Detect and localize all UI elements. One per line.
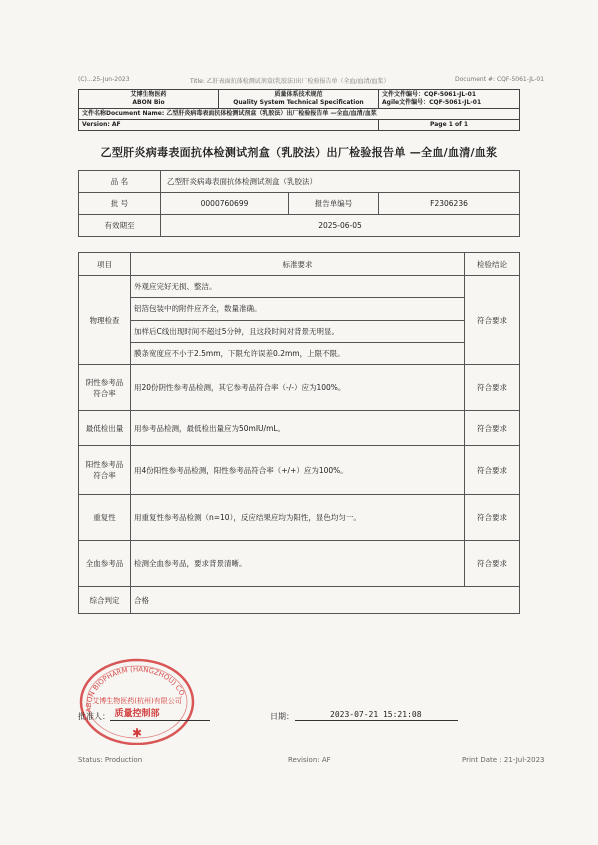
document-header bbox=[78, 89, 520, 131]
conclusion-value: 合格 bbox=[134, 595, 149, 605]
table-row bbox=[79, 365, 519, 411]
stamp-star-icon: ✱ bbox=[131, 726, 143, 740]
stamp-dept: 质量控制部 bbox=[114, 709, 160, 719]
header-item: 项目 bbox=[79, 253, 131, 275]
table-row bbox=[79, 411, 519, 446]
row-item: 阳性参考品符合率 bbox=[79, 446, 131, 494]
company-name-en: ABON Bio bbox=[132, 99, 165, 106]
footer-revision: Revision: AF bbox=[288, 756, 331, 764]
row-result: 符合要求 bbox=[477, 465, 507, 475]
row-result: 符合要求 bbox=[477, 315, 507, 325]
row-item: 全血参考品 bbox=[79, 541, 131, 586]
footer-print-date: Print Date : 21-Jul-2023 bbox=[462, 756, 545, 764]
report-number-label: 报告单编号 bbox=[289, 193, 379, 214]
date-line bbox=[295, 720, 458, 721]
company-seal bbox=[78, 655, 196, 745]
conclusion-row bbox=[79, 587, 519, 613]
table-row bbox=[79, 276, 519, 365]
version: Version: AF bbox=[79, 120, 379, 130]
header-result: 检验结论 bbox=[477, 259, 507, 269]
report-title: 乙型肝炎病毒表面抗体检测试剂盒（乳胶法）出厂检验报告单 —全血/血清/血浆 bbox=[100, 146, 498, 159]
system-name-en: Quality System Technical Specification bbox=[233, 99, 364, 106]
footer-status: Status: Production bbox=[78, 756, 143, 764]
report-number-value: F2306236 bbox=[430, 199, 468, 208]
row-item: 最低检出量 bbox=[79, 411, 131, 445]
table-header-row bbox=[79, 253, 519, 276]
conclusion-label: 综合判定 bbox=[79, 587, 131, 613]
approver-label: 批准人： bbox=[78, 712, 110, 721]
product-value: 乙型肝炎病毒表面抗体检测试剂盒（乳胶法） bbox=[167, 177, 317, 186]
row-requirement: 用参考品检测，最低检出量应为50mIU/mL。 bbox=[131, 411, 465, 445]
document-name: 文件名称Document Name: 乙型肝炎病毒表面抗体检测试剂盒（乳胶法）出厂检验报告单 —全血/血清/血浆 bbox=[82, 110, 377, 117]
physical-requirements bbox=[131, 276, 465, 364]
doc-number-block bbox=[379, 90, 519, 108]
date-label: 日期： bbox=[270, 712, 294, 721]
header-requirement: 标准要求 bbox=[131, 253, 465, 275]
approver-line bbox=[110, 720, 210, 721]
table-row bbox=[79, 495, 519, 541]
company-block bbox=[79, 90, 219, 108]
stamp-text-en: ABON BIOPHARM (HANGZHOU) CO. bbox=[84, 665, 187, 713]
system-block bbox=[219, 90, 379, 108]
top-strip-docno: Document #: CQF-5061-JL-01 bbox=[455, 76, 545, 83]
date-value: 2023-07-21 15:21:08 bbox=[330, 710, 422, 719]
row-requirement: 用重复性参考品检测（n=10），反应结果应均为阳性，显色均匀一。 bbox=[131, 495, 465, 540]
requirement-line: 膜条宽度应不小于2.5mm，下限允许误差0.2mm，上限不限。 bbox=[134, 348, 345, 358]
page-number: Page 1 of 1 bbox=[430, 121, 468, 128]
row-item: 物理检查 bbox=[79, 276, 131, 364]
doc-number: 文件文件编号：CQF-5061-JL-01 bbox=[382, 91, 476, 98]
expiry-label: 有效期至 bbox=[79, 215, 161, 236]
row-result: 符合要求 bbox=[477, 383, 507, 392]
table-row bbox=[79, 446, 519, 495]
batch-value: 0000760699 bbox=[161, 193, 289, 214]
row-requirement: 用20份阴性参考品检测，其它参考品符合率（-/-）应为100%。 bbox=[131, 365, 465, 410]
row-result: 符合要求 bbox=[477, 423, 507, 433]
inspection-table bbox=[78, 252, 520, 614]
row-requirement: 用4份阳性参考品检测，阳性参考品符合率（+/+）应为100%。 bbox=[131, 446, 465, 494]
product-info-table bbox=[78, 170, 520, 237]
row-item: 阴性参考品符合率 bbox=[79, 365, 131, 410]
requirement-line: 铝箔包装中的附件应齐全，数量准确。 bbox=[131, 298, 464, 320]
row-item: 重复性 bbox=[79, 495, 131, 540]
requirement-line: 外观应完好无损、整洁。 bbox=[131, 276, 464, 298]
row-requirement: 检测全血参考品，要求背景清晰。 bbox=[131, 541, 465, 586]
system-name-cn: 质量体系技术规范 bbox=[274, 91, 323, 98]
top-strip-title: Title: 乙肝表面抗体检测试剂盒(乳胶法)出厂检验报告单（全血/血清/血浆） bbox=[190, 78, 390, 85]
table-row bbox=[79, 541, 519, 587]
product-label: 品 名 bbox=[79, 171, 161, 192]
svg-text:ABON BIOPHARM (HANGZHOU) CO. bbox=[85, 665, 187, 712]
expiry-value: 2025-06-05 bbox=[318, 221, 362, 230]
agile-number: Agile文件编号：CQF-5061-JL-01 bbox=[382, 99, 482, 106]
top-strip-left: (C)...25-Jun-2023 bbox=[78, 76, 130, 83]
batch-label: 批 号 bbox=[79, 193, 161, 214]
row-result: 符合要求 bbox=[477, 559, 507, 568]
requirement-line: 加样后C线出现时间不超过5分钟，且这段时间对背景无明显。 bbox=[131, 321, 464, 343]
row-result: 符合要求 bbox=[477, 513, 507, 522]
stamp-text-cn: 艾博生物医药(杭州)有限公司 bbox=[92, 697, 182, 705]
company-name-cn: 艾博生物医药 bbox=[130, 91, 167, 98]
